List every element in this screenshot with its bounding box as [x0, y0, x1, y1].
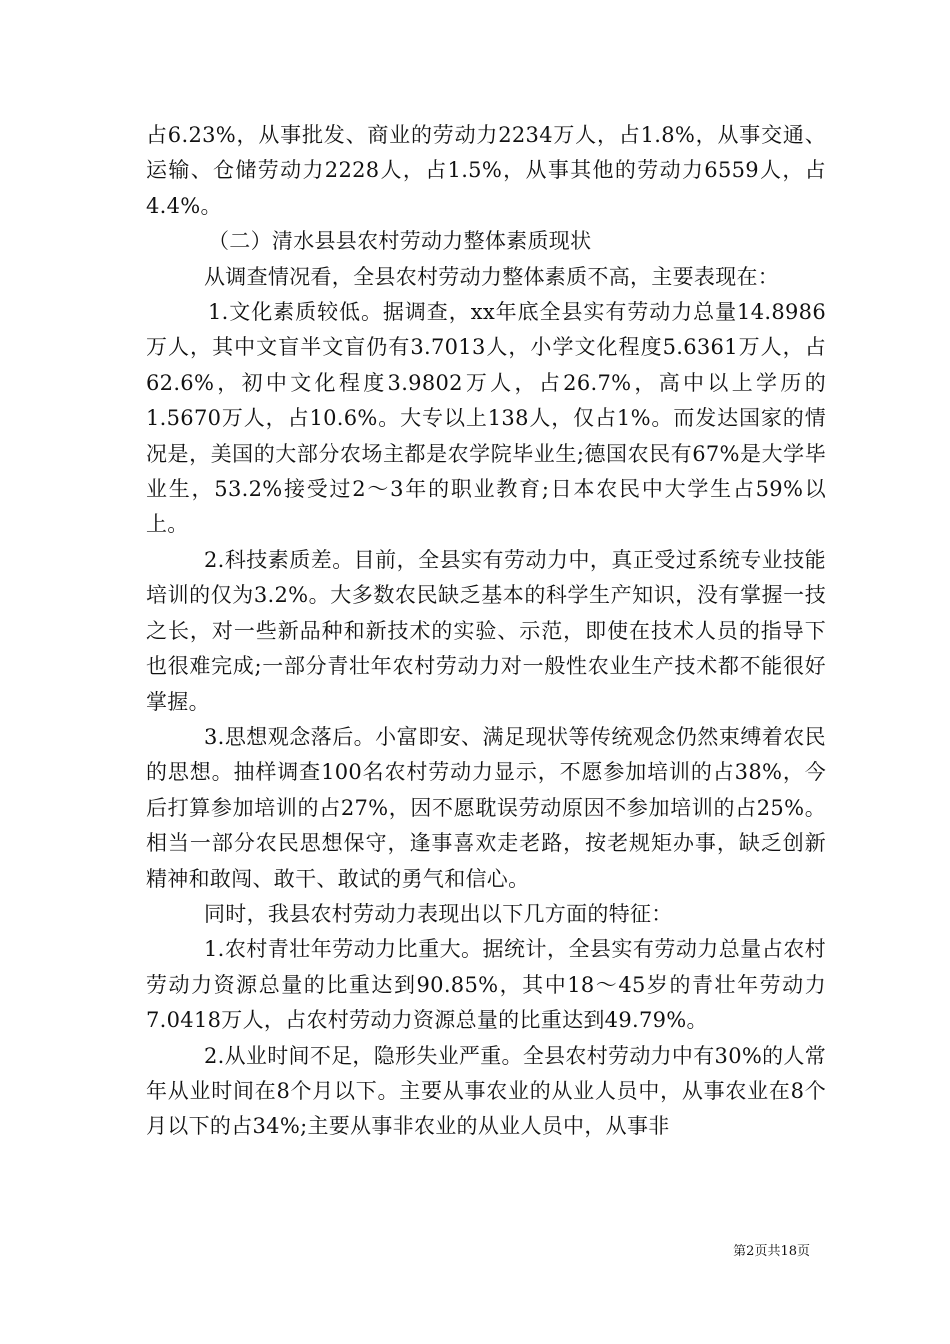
document-body: [146, 118, 826, 1145]
section-heading-quality: （二）清水县县农村劳动力整体素质现状: [208, 229, 592, 254]
paragraph-employment-continuation: 占6.23%，从事批发、商业的劳动力2234万人，占1.8%，从事交通、运输、仓储劳动力2228人，占1.5%，从事其他的劳动力6559人，占4.4%。: [146, 123, 826, 218]
paragraph-underemployment: 2.从业时间不足，隐形失业严重。全县农村劳动力中有30%的人常年从业时间在8个月以下。主要从事农业的从业人员中，从事农业在8个月以下的占34%;主要从事非农业的从业人员中，从事非: [146, 1043, 827, 1139]
paragraph-survey-intro: 从调查情况看，全县农村劳动力整体素质不高，主要表现在：: [204, 264, 780, 289]
paragraph-mindset: 3.思想观念落后。小富即安、满足现状等传统观念仍然束缚着农民的思想。抽样调查100名农村劳动力显示，不愿参加培训的占38%，今后打算参加培训的占27%，因不愿耽误劳动原因不参加培训的占25%。相当一部分农民思想保守，逢事喜欢走老路，按老规矩办事，缺乏创新精神和敢闯、敢干、敢试的勇气和信心。: [146, 724, 826, 891]
page-number: 第2页共18页: [733, 1244, 810, 1259]
paragraph-education-quality: 1.文化素质较低。据调查，xx年底全县实有劳动力总量14.8986万人，其中文盲半文盲仍有3.7013人，小学文化程度5.6361万人，占62.6%，初中文化程度3.9802万人，占26.7%，高中以上学历的1.5670万人，占10.6%。大专以上138人，仅占1%。而发达国家的情况是，美国的大部分农场主都是农学院毕业生;德国农民有67%是大学毕业生，53.2%接受过2～3年的职业教育;日本农民中大学生占59%以上。: [146, 300, 826, 537]
paragraph-young-labor: 1.农村青壮年劳动力比重大。据统计，全县实有劳动力总量占农村劳动力资源总量的比重达到90.85%，其中18～45岁的青壮年劳动力7.0418万人，占农村劳动力资源总量的比重达到49.79%。: [146, 937, 826, 1033]
paragraph-tech-quality: 2.科技素质差。目前，全县实有劳动力中，真正受过系统专业技能培训的仅为3.2%。大多数农民缺乏基本的科学生产知识，没有掌握一技之长，对一些新品种和新技术的实验、示范，即使在技术人员的指导下也很难完成;一部分青壮年农村劳动力对一般性农业生产技术都不能很好掌握。: [146, 547, 826, 714]
paragraph-features-intro: 同时，我县农村劳动力表现出以下几方面的特征：: [204, 901, 673, 926]
